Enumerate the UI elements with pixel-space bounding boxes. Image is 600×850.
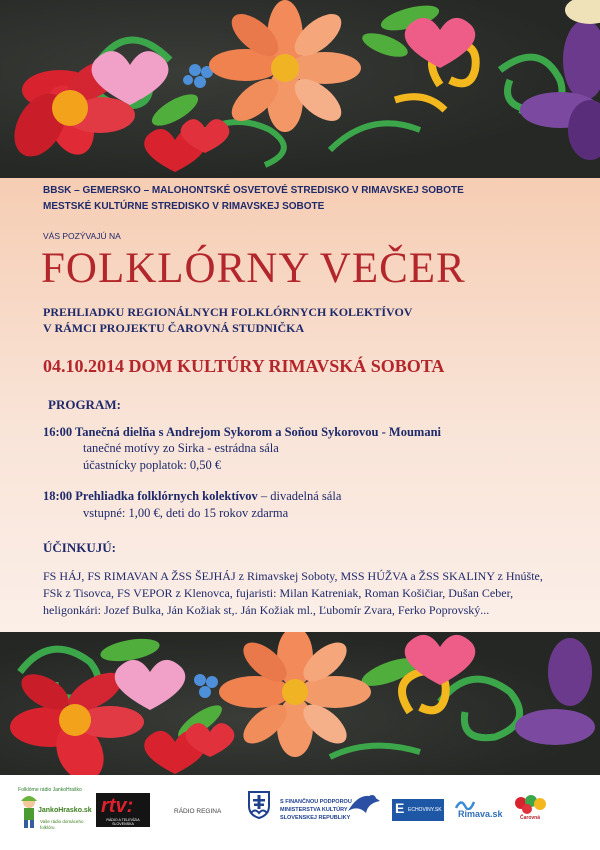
event-subtitle-1: PREHLIADKU REGIONÁLNYCH FOLKLÓRNYCH KOLEKTÍVOV [43,305,413,319]
program-item-2-detail-1: vstupné: 1,00 €, deti do 15 rokov zdarma [83,506,289,520]
jankohrasko-logo[interactable] [14,787,92,845]
blue-berries [183,64,213,88]
radio-regina-logo[interactable]: RÁDIO REGINA [174,808,222,815]
program-item-1-title: 16:00 Tanečná dielňa s Andrejom Sykorom a Soňou Sykorovou - Moumani [43,425,441,439]
program-heading: PROGRAM: [48,397,121,412]
performers-line-1: FS HÁJ, FS RIMAVAN A ŽSS ŠEJHÁJ z Rimavskej Soboty, MSS HÚŽVA a ŽSS SKALINY z Hnúšte, [43,569,543,583]
echoviny-e-icon: E [395,800,405,816]
peach-flower [219,632,371,757]
purple-flower [515,638,595,745]
jankohrasko-tagline-top: Folklórne rádio JankoHraško [18,787,82,793]
bird-logo-icon[interactable] [346,789,382,823]
echoviny-text: ECHOVINY.SK [408,807,442,813]
cream-petal [565,0,600,24]
embroidery-banner-bottom [0,632,600,775]
jankohrasko-name: JankoHrasko.sk [38,807,92,814]
rimava-logo[interactable]: Rimava.sk [458,809,503,819]
green-swirl [440,679,520,738]
ministry-line-3: SLOVENSKEJ REPUBLIKY [280,815,351,821]
event-subtitle-2: V RÁMCI PROJEKTU ČAROVNÁ STUDNIČKA [43,321,305,335]
embroidery-banner-top [0,0,600,178]
program-item-2-title-line [43,489,341,504]
organizer-line-2: MESTSKÉ KULTÚRNE STREDISKO V RIMAVSKEJ SOBOTE [43,201,325,212]
slovak-coat-of-arms-icon [248,791,270,819]
rtvs-logo-text: rtv: [101,795,134,817]
peach-flower [209,0,361,132]
flower-cluster-icon [513,793,547,815]
rtvs-logo-subtext: RÁDIO A TELEVÍZIA SLOVENSKA [106,818,140,826]
echoviny-logo[interactable] [392,799,444,821]
jankohrasko-tagline-bottom: Vaše rádio domáceho folklóru [40,819,84,830]
carovna-logo-text: Čarovná [519,815,540,821]
pink-heart [115,660,186,710]
sponsor-strip [0,775,600,850]
performers-line-2: FSk z Tisovca, FS VEPOR z Klenovca, fujaristi: Milan Katreniak, Roman Košičiar, Dušan Ceber, [43,586,514,600]
rtvs-logo[interactable] [96,793,150,827]
carovna-studnicka-logo[interactable] [513,793,547,823]
performers-heading: ÚČINKUJÚ: [43,540,116,555]
rimava-wave-icon [455,797,475,809]
program-item-1-detail-1: tanečné motívy zo Sirka - estrádna sála [83,441,279,455]
ministry-line-1: S FINANČNOU PODPOROU [280,799,352,805]
invite-text: VÁS POZÝVAJÚ NA [43,231,121,241]
event-date-place: 04.10.2014 DOM KULTÚRY RIMAVSKÁ SOBOTA [43,356,445,376]
pink-heart [405,18,476,68]
blue-berries [194,674,218,698]
ministry-line-2: MINISTERSTVA KULTÚRY [280,807,348,813]
green-swirl [330,746,420,757]
program-item-2-title: 18:00 Prehliadka folklórnych kolektívov [43,489,258,503]
green-leaf [359,28,410,61]
embroidery-pattern-bottom [0,632,600,775]
embroidery-pattern-top [0,0,600,178]
organizer-line-1: BBSK – GEMERSKO – MALOHONTSKÉ OSVETOVÉ STREDISKO V RIMAVSKEJ SOBOTE [43,185,464,196]
yellow-swirl [395,97,445,110]
program-item-2-venue: – divadelná sála [257,489,342,503]
event-title: FOLKLÓRNY VEČER [41,245,466,292]
program-item-1-detail-2: účastnícky poplatok: 0,50 € [83,458,222,472]
green-swirl [330,123,420,150]
boy-figure-icon [18,795,40,829]
performers-line-3: heligonkári: Jozef Bulka, Ján Kožiak st,. Ján Kožiak ml., Ľubomír Zvara, Ferko Poprovský... [43,603,490,617]
